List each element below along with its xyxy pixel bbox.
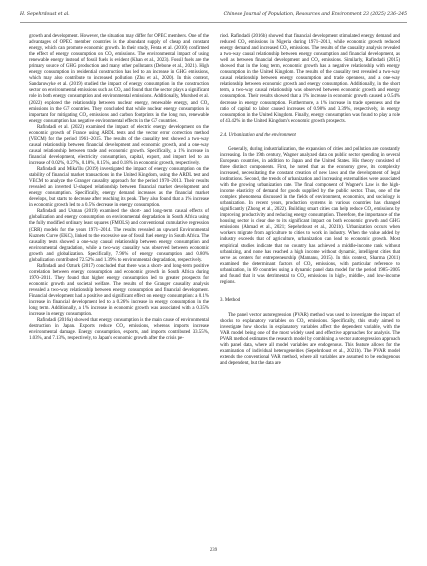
paragraph: Generally, during industrialization, the expansion of cities and pollution are constantly increasing. In the 19th century, Wagner analyzed data on public sector spending in several European countries, in addition to Japan and the United States. His theory consisted of three distinct components. First, he noted that as the economy grew, its complexity increased, necessitating the constant creation of new laws and the development of legal institutions. Second, the trends of urbanization and increasing externalities were associated with the growing urbanization rate. The final component of Wagner's Law is the high-income elasticity of demand for goods supplied by the public sector. Thus, one of the complex phenomena discussed in the fields of environment, economics, and sociology is urbanization. In recent years, production systems in various countries has changed significantly (Zhong et al., 2022). Building smart cities can help reduce CO₂ emissions by improving productivity and reducing energy consumption. Therefore, the importance of the housing sector is clear due to its significant impact on both economic growth and GHG emissions (Ahmad et al., 2021; Sepehrdoust et al., 2021b). Urbanization occurs when workers migrate from agriculture to cities to work in industry. When the value added by industry exceeds that of agriculture, urbanization can lead to economic growth. Most empirical studies indicate that no country has achieved a middle-income rank without urbanizing, and none has reached a high income without dynamic, intelligent cities that serve as centers for entrepreneurship (Mamanu, 2015). In this context, Sharma (2011) examined the determinant factors of CO₂ emissions, with particular reference to urbanization, in 69 countries using a dynamic panel data model for the period 1985–2005 and found that it was detrimental to CO₂ emissions in high-, middle-, and low-income regions. — [220, 146, 400, 285]
section-heading: 3. Method — [220, 297, 241, 303]
left-column — [29, 34, 209, 342]
right-column — [220, 34, 400, 367]
running-header-authors: H. Sepehrdoust et al. — [20, 12, 70, 17]
paragraph: Rafindadi and Mika'Ilu (2019) investigated the impact of energy consumption on the stability of financial market transactions in the United Kingdom, using the ARDL test and VECM to analyze the Granger causality approach for the period 1970–2013. Their results revealed an inverted U-shaped relationship between financial market development and energy consumption. Specifically, energy demand increases as the financial market develops, but starts to decrease after reaching its peak. They also found that a 1% increase in economic growth led to a 0.5% decrease in energy consumption. — [29, 167, 209, 209]
paragraph: riod. Rafindadi (2016b) showed that financial development stimulated energy demand and reduced CO₂ emissions in Nigeria during 1971–2011, while economic growth reduced energy demand and increased CO₂ emissions. The results of the causality analysis revealed a two-way causal relationship between energy consumption and financial development, as well as between financial development and CO₂ emissions. Similarly, Rafindadi (2015) showed that in the long term, economic growth has a negative relationship with energy consumption in the United Kingdom. The results of the causality test revealed a two-way causal relationship between energy consumption and trade openness, and a one-way relationship between economic growth and energy consumption. Additionally, in the short term, a two-way causal relationship was observed between economic growth and energy consumption. Their results showed that a 1% increase in economic growth caused a 0.54% decrease in energy consumption. Furthermore, a 1% increase in trade openness and the ratio of capital to labor caused increases of 0.98% and 3.39%, respectively, in energy consumption in the United Kingdom. Finally, energy consumption was found to play a role of 43.42% in the United Kingdom's economic growth prospects. — [220, 34, 400, 124]
page-number: 239 — [209, 548, 218, 553]
paragraph: Rafindadi et al. (2022) examined the impact of electric energy development on the economic growth of France using ARDL tests and the vector error correction method (VECM) for the period 1961–2015. The results of the causality test showed a two-way causal relationship between financial development and economic growth, and a one-way causal relationship between trade and economic growth. Specifically, a 1% increase in financial development, electricity consumption, capital, export, and import led to an increase of 0.02%, 0.27%, 0.18%, 0.15%, and 0.18% in economic growth, respectively. — [29, 124, 209, 166]
running-header-journal: Chinese Journal of Population, Resources and Environment 23 (2025) 236–245 — [223, 12, 407, 17]
header-divider — [20, 22, 407, 23]
paragraph: The panel vector autoregression (PVAR) method was used to investigate the impact of shocks to explanatory variables on CO₂ emissions. Specifically, this study aimed to investigate how shocks in explanatory variables affect the dependent variable, with the VAR model being one of the most widely used and effective approaches for analysis. The PVAR method estimates the research model by combining a vector autoregression approach with panel data, where all model variables are endogenous. This feature allows for the examination of individual heterogeneities (Sepehrdoust et al., 2021b). The PVAR model extends the conventional VAR method, where all variables are assumed to be endogenous and dependent, but the data are — [220, 312, 400, 367]
running-header — [20, 12, 407, 22]
paragraph: Rafindadi and Ozturk (2017) concluded that there was a short- and long-term positive correlation between energy consumption and economic growth in South Africa during 1970–2011. They found that higher energy consumption led to greater prospects for economic growth and societal welfare. The results of the Granger causality analysis revealed a two-way relationship between energy consumption and financial development. Financial development had a positive and significant effect on energy consumption: a 0.1% increase in financial development led to a 0.26% increase in energy consumption in the long term. Additionally, a 1% increase in economic growth was associated with a 0.35% increase in energy consumption. — [29, 263, 209, 318]
paragraph: Rafindadi (2016a) showed that energy consumption is the main cause of environmental destruction in Japan. Exports reduce CO₂ emissions, whereas imports increase environmental damage. Energy consumption, exports, and imports contributed 33.55%, 1.03%, and 7.13%, respectively, to Japan's economic growth after the crisis pe- — [29, 318, 209, 342]
paragraph: growth and development. However, the situation may differ for OPEC members. One of the advantages of OPEC member countries is the abundant supply of cheap and constant energy, which can promote economic growth. In their study, Fenta et al. (2010) confirmed the effect of energy consumption on CO₂ emissions. The environmental impact of using renewable energy instead of fossil fuels is evident (Khan et al., 2023). Fossil fuels are the primary source of GHG production and many other pollutants (Debone et al., 2021). High energy consumption in residential construction has led to an increase in GHG emissions, which may also contribute to increased pollution (Zhu et al., 2020). In this context, Sandaruwyke et al. (2019) studied the impact of energy consumption in the construction sector on environmental emissions such as CO₂ and found that the sector plays a significant role in both energy consumption and environmental emissions. Additionally, Murshed et al. (2022) explored the relationship between nuclear energy, renewable energy, and CO₂ emissions in the G7 countries. They concluded that while nuclear energy consumption is important for mitigating CO₂ emissions and carbon footprints in the long run, renewable energy consumption has negative environmental effects in the G7 countries. — [29, 34, 209, 124]
section-heading: 2.4. Urbanization and the environment — [220, 132, 296, 138]
paragraph: Rafindadi and Usman (2019) examined the short- and long-term causal effects of globalization and energy consumption on environmental degradation in South Africa using the fully modified ordinary least squares (FMOLS) and conventional cumulative regression (CRR) models for the years 1971–2014. The results revealed an upward Environmental Kuznets Curve (EKC), linked to the excessive use of fossil fuel energy in South Africa. The causality tests showed a one-way causal relationship between energy consumption and environmental degradation, while a two-way causality was observed between economic growth and globalization. Specifically, 7.96% of energy consumption and 0.80% globalization contributed 72.52% and 1.39% to environmental degradation, respectively. — [29, 209, 209, 263]
